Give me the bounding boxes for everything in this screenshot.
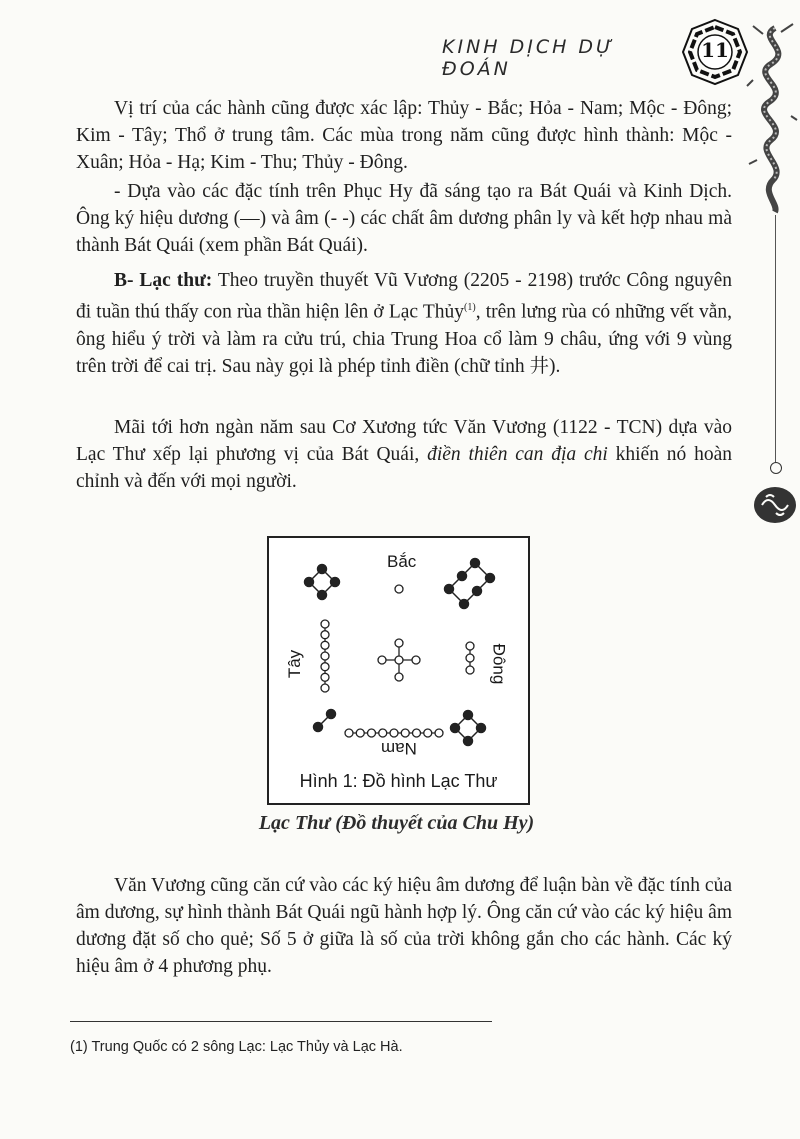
emphasis-text: điền thiên can địa chi <box>427 444 608 465</box>
dragon-ornament-icon <box>745 20 800 215</box>
paragraph-text: , trên lưng rùa có những vết vằn, ông hiểu ý trời và làm ra cửu trú, chia Trung Hoa cổ làm 9 châu, ứng với 9 vùng trên trời để cai trị. Sau này gọi là phép tỉnh điền (chữ tỉnh 井). <box>76 301 732 377</box>
page-number: 11 <box>701 38 729 62</box>
bagua-page-badge <box>681 18 749 86</box>
footnote-rule <box>70 1021 492 1022</box>
cloud-medallion-icon <box>752 484 798 526</box>
paragraph-lac-thu <box>76 267 732 380</box>
paragraph-am-duong <box>76 872 732 980</box>
paragraph-elements-positions <box>76 95 732 176</box>
running-header-title: KINH DỊCH DỰ ĐOÁN <box>442 36 615 80</box>
paragraph-text: Văn Vương cũng căn cứ vào các ký hiệu âm dương để luận bàn về đặc tính của âm dương, sự hình thành Bát Quái ngũ hành hợp lý. Ông căn cứ vào các ký hiệu âm dương đặt số cho quẻ; Số 5 ở giữa là số của trời không gắn cho các hành. Các ký hiệu âm ở 4 phương phụ. <box>76 875 732 977</box>
direction-label-north: Bắc <box>387 552 417 571</box>
footnote-marker: (1) <box>464 302 476 313</box>
paragraph-text: Theo truyền thuyết Vũ Vương (2205 - 2198) trước Công nguyên đi tuần thú thấy con rùa thần hiện lên ở Lạc Thủy <box>76 270 732 323</box>
paragraph-text: Vị trí của các hành cũng được xác lập: Thủy - Bắc; Hỏa - Nam; Mộc - Đông; Kim - Tây; Thổ ở trung tâm. Các mùa trong năm cũng được hình thành: Mộc - Xuân; Hỏa - Hạ; Kim - Thu; Thủy - Đông. <box>76 98 732 173</box>
margin-bead-icon <box>770 462 782 474</box>
footnote: (1) Trung Quốc có 2 sông Lạc: Lạc Thủy và Lạc Hà. <box>70 1039 403 1055</box>
paragraph-van-vuong <box>76 414 732 495</box>
lac-thu-diagram <box>267 536 530 805</box>
paragraph-text: - Dựa vào các đặc tính trên Phục Hy đã sáng tạo ra Bát Quái và Kinh Dịch. Ông ký hiệu dương (—) và âm (- -) các chất âm dương phân ly và kết hợp nhau mà thành Bát Quái (xem phần Bát Quái). <box>76 181 732 256</box>
direction-label-south: Nam <box>381 739 417 758</box>
direction-label-east: Đông <box>489 643 509 685</box>
margin-vertical-rule <box>775 215 776 465</box>
section-heading-lac-thu: B- Lạc thư: <box>114 270 213 291</box>
figure-caption: Lạc Thư (Đồ thuyết của Chu Hy) <box>258 812 535 834</box>
paragraph-text: Mãi tới hơn ngàn năm sau Cơ Xương tức Văn Vương (1122 - TCN) dựa vào Lạc Thư xếp lại phương vị của Bát Quái, <box>76 417 732 465</box>
direction-label-west: Tây <box>285 649 305 679</box>
paragraph-text: khiến nó hoàn chỉnh và đến với mọi người. <box>76 444 732 492</box>
figure-inner-caption: Hình 1: Đồ hình Lạc Thư <box>299 771 498 791</box>
paragraph-phuc-hy <box>76 178 732 259</box>
